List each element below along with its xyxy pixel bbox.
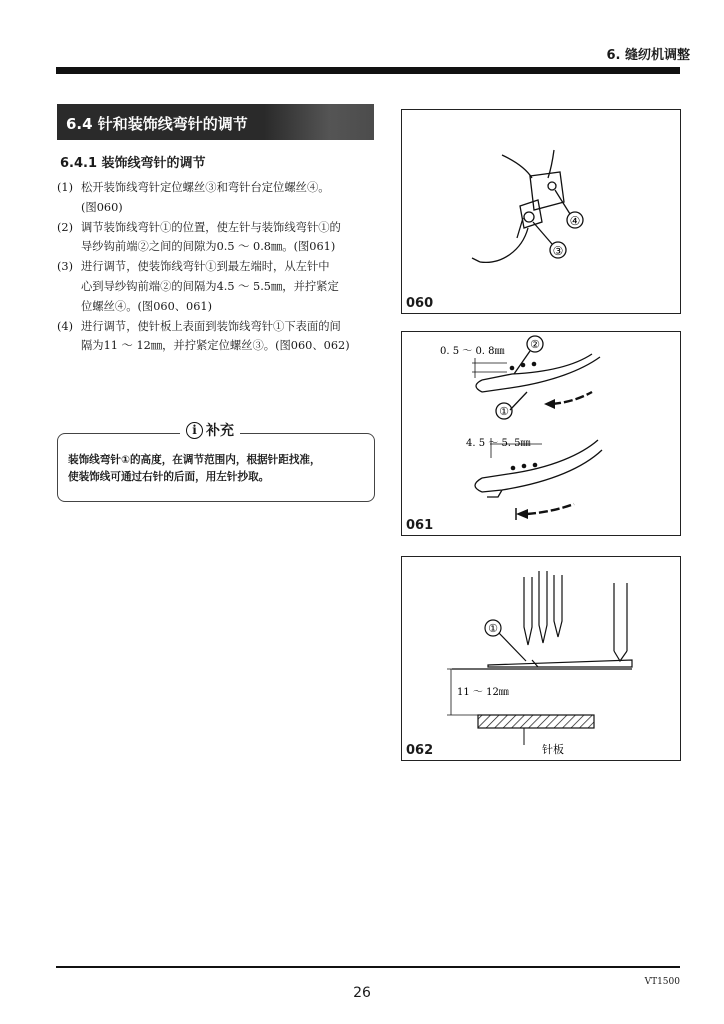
step-item [57, 178, 377, 218]
motion-arrow-icon [516, 509, 528, 519]
page-number: 26 [353, 985, 371, 1001]
section-banner [57, 104, 374, 140]
step-text: 调节装饰线弯针①的位置，使左针与装饰线弯针①的 导纱钩前端②之间的间隙为0.5 ～ 0.8㎜。(图061) [81, 220, 341, 254]
adjustment-steps [57, 178, 377, 356]
step-number: (2) [57, 220, 74, 234]
doc-code: VT1500 [644, 977, 680, 987]
needle-plate-section [478, 715, 594, 728]
height-gap-label: 11 ～ 12㎜ [457, 687, 509, 698]
figure-062 [401, 556, 681, 761]
motion-arrow-icon [544, 399, 555, 409]
figure-label: 060 [406, 296, 434, 311]
figure-060 [401, 109, 681, 314]
callout-hook-tip: ② [530, 338, 540, 351]
callout-screw-3: ③ [552, 244, 564, 258]
figure-label: 062 [406, 743, 434, 758]
note-title [180, 420, 240, 440]
callout-looper: ① [488, 622, 498, 635]
note-title-text: 补充 [206, 423, 234, 439]
bottom-rule [56, 966, 680, 968]
section-title: 6.4 针和装饰线弯针的调节 [66, 115, 248, 133]
looper-gap-drawing [402, 332, 680, 535]
looper-mount-drawing [402, 110, 680, 313]
banner-fade [264, 104, 374, 140]
gap-bottom-label: 4. 5 ～ 5. 5㎜ [466, 438, 531, 449]
needle-plate-label: 针板 [542, 743, 564, 756]
callout-looper: ① [499, 405, 509, 418]
top-rule [56, 67, 680, 74]
chapter-header: 6. 缝纫机调整 [606, 48, 690, 63]
figure-061 [401, 331, 681, 536]
step-item [57, 317, 377, 357]
subsection-title: 6.4.1 装饰线弯针的调节 [60, 156, 206, 171]
looper-height-drawing [402, 557, 680, 760]
step-text: 进行调节，使装饰线弯针①到最左端时，从左针中 心到导纱钩前端②的间隔为4.5 ～ 5.5㎜，并拧紧定 位螺丝④。(图060、061) [81, 260, 339, 313]
info-icon: i [186, 422, 203, 439]
step-item [57, 218, 377, 258]
step-number: (3) [57, 260, 74, 274]
step-item [57, 257, 377, 316]
note-text: 装饰线弯针①的高度，在调节范围内，根据针距找准， 使装饰线可通过右针的后面，用左针抄取。 [68, 454, 321, 483]
gap-top-label: 0. 5 ～ 0. 8㎜ [440, 346, 505, 357]
figure-label: 061 [406, 518, 434, 533]
step-number: (4) [57, 319, 74, 333]
step-text: 进行调节，使针板上表面到装饰线弯针①下表面的间 隔为11 ～ 12㎜，并拧紧定位螺丝③。(图060、062) [81, 319, 350, 353]
step-number: (1) [57, 181, 74, 194]
callout-screw-4: ④ [569, 214, 581, 228]
step-text: 松开装饰线弯针定位螺丝③和弯针台定位螺丝④。 (图060) [81, 181, 330, 214]
